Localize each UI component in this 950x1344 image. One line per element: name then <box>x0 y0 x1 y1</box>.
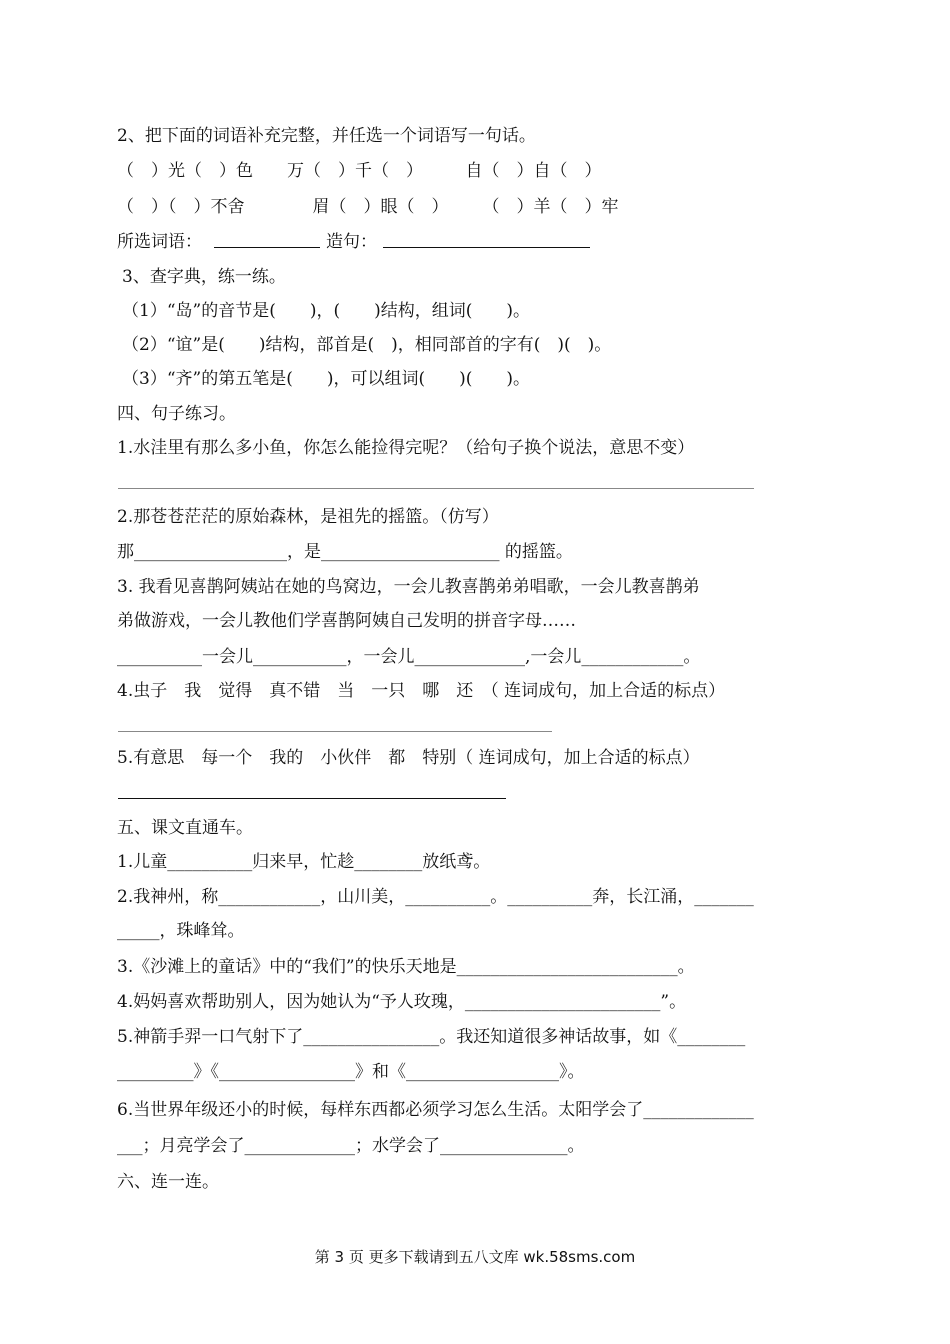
s1-answer-line[interactable] <box>118 488 754 489</box>
section6-heading: 六、连一连。 <box>117 1172 219 1192</box>
q3-item1: （1）“岛”的音节是( )，( )结构，组词( )。 <box>122 301 530 321</box>
s5-line5b: _________》《________________》和《__________________》。 <box>117 1062 585 1082</box>
s2-text: 2.那苍苍茫茫的原始森林，是祖先的摇篮。（仿写） <box>117 507 499 527</box>
s3-line1: 3. 我看见喜鹊阿姨站在她的鸟窝边，一会儿教喜鹊弟弟唱歌，一会儿教喜鹊弟 <box>117 577 700 597</box>
s3-fill: __________一会儿___________，一会儿_____________,一会儿____________。 <box>117 647 701 667</box>
sentence-answer-line[interactable] <box>383 247 590 248</box>
pick-answer-line[interactable] <box>214 247 320 248</box>
s3-line2: 弟做游戏，一会儿教他们学喜鹊阿姨自己发明的拼音字母…… <box>117 611 576 631</box>
q3-title: 3、查字典，练一练。 <box>122 267 286 287</box>
s5-line1: 1.儿童__________归来早，忙趁________放纸鸢。 <box>117 852 491 872</box>
s5-line5a: 5.神箭手羿一口气射下了________________。我还知道很多神话故事，如《________ <box>117 1027 746 1047</box>
s5-line6a: 6.当世界年级还小的时候，每样东西都必须学习怎么生活。太阳学会了_____________ <box>117 1100 754 1120</box>
q2-pick-label: 所选词语： <box>117 232 202 252</box>
s2-fill: 那__________________，是_____________________ 的摇篮。 <box>117 542 573 562</box>
q2-title: 2、把下面的词语补充完整，并任选一个词语写一句话。 <box>117 126 536 146</box>
q3-item2: （2）“谊”是( )结构，部首是( )，相同部首的字有( )( )。 <box>122 335 612 355</box>
s5-text: 5.有意思 每一个 我的 小伙伴 都 特别（ 连词成句，加上合适的标点） <box>117 748 700 768</box>
section5-heading: 五、课文直通车。 <box>117 818 253 838</box>
s5-line4: 4.妈妈喜欢帮助别人，因为她认为“予人玫瑰，_______________________”。 <box>117 992 687 1012</box>
section4-heading: 四、句子练习。 <box>117 404 236 424</box>
q3-item3: （3）“齐”的第五笔是( )，可以组词( )( )。 <box>122 369 530 389</box>
s4-text: 4.虫子 我 觉得 真不错 当 一只 哪 还 （ 连词成句，加上合适的标点） <box>117 681 726 701</box>
q2-sentence-label: 造句： <box>326 232 377 252</box>
q2-row2: （ ）（ ）不舍 眉（ ）眼（ ） （ ）羊（ ）牢 <box>117 197 619 217</box>
s5-line2b: _____，珠峰耸。 <box>117 921 245 941</box>
q2-row1: （ ）光（ ）色 万（ ）千（ ） 自（ ）自（ ） <box>117 161 602 181</box>
s5-answer-line[interactable] <box>118 798 506 799</box>
s5-line2a: 2.我神州，称____________，山川美，__________。__________奔，长江涌，_______ <box>117 887 754 907</box>
s5-line6b: ___；月亮学会了_____________；水学会了_______________。 <box>117 1136 585 1156</box>
s4-answer-line[interactable] <box>118 731 552 732</box>
s1-text: 1.水洼里有那么多小鱼，你怎么能捡得完呢？（给句子换个说法，意思不变） <box>117 438 695 458</box>
page-footer: 第 3 页 更多下载请到五八文库 wk.58sms.com <box>314 1248 636 1266</box>
s5-line3: 3.《沙滩上的童话》中的“我们”的快乐天地是__________________________。 <box>117 957 695 977</box>
